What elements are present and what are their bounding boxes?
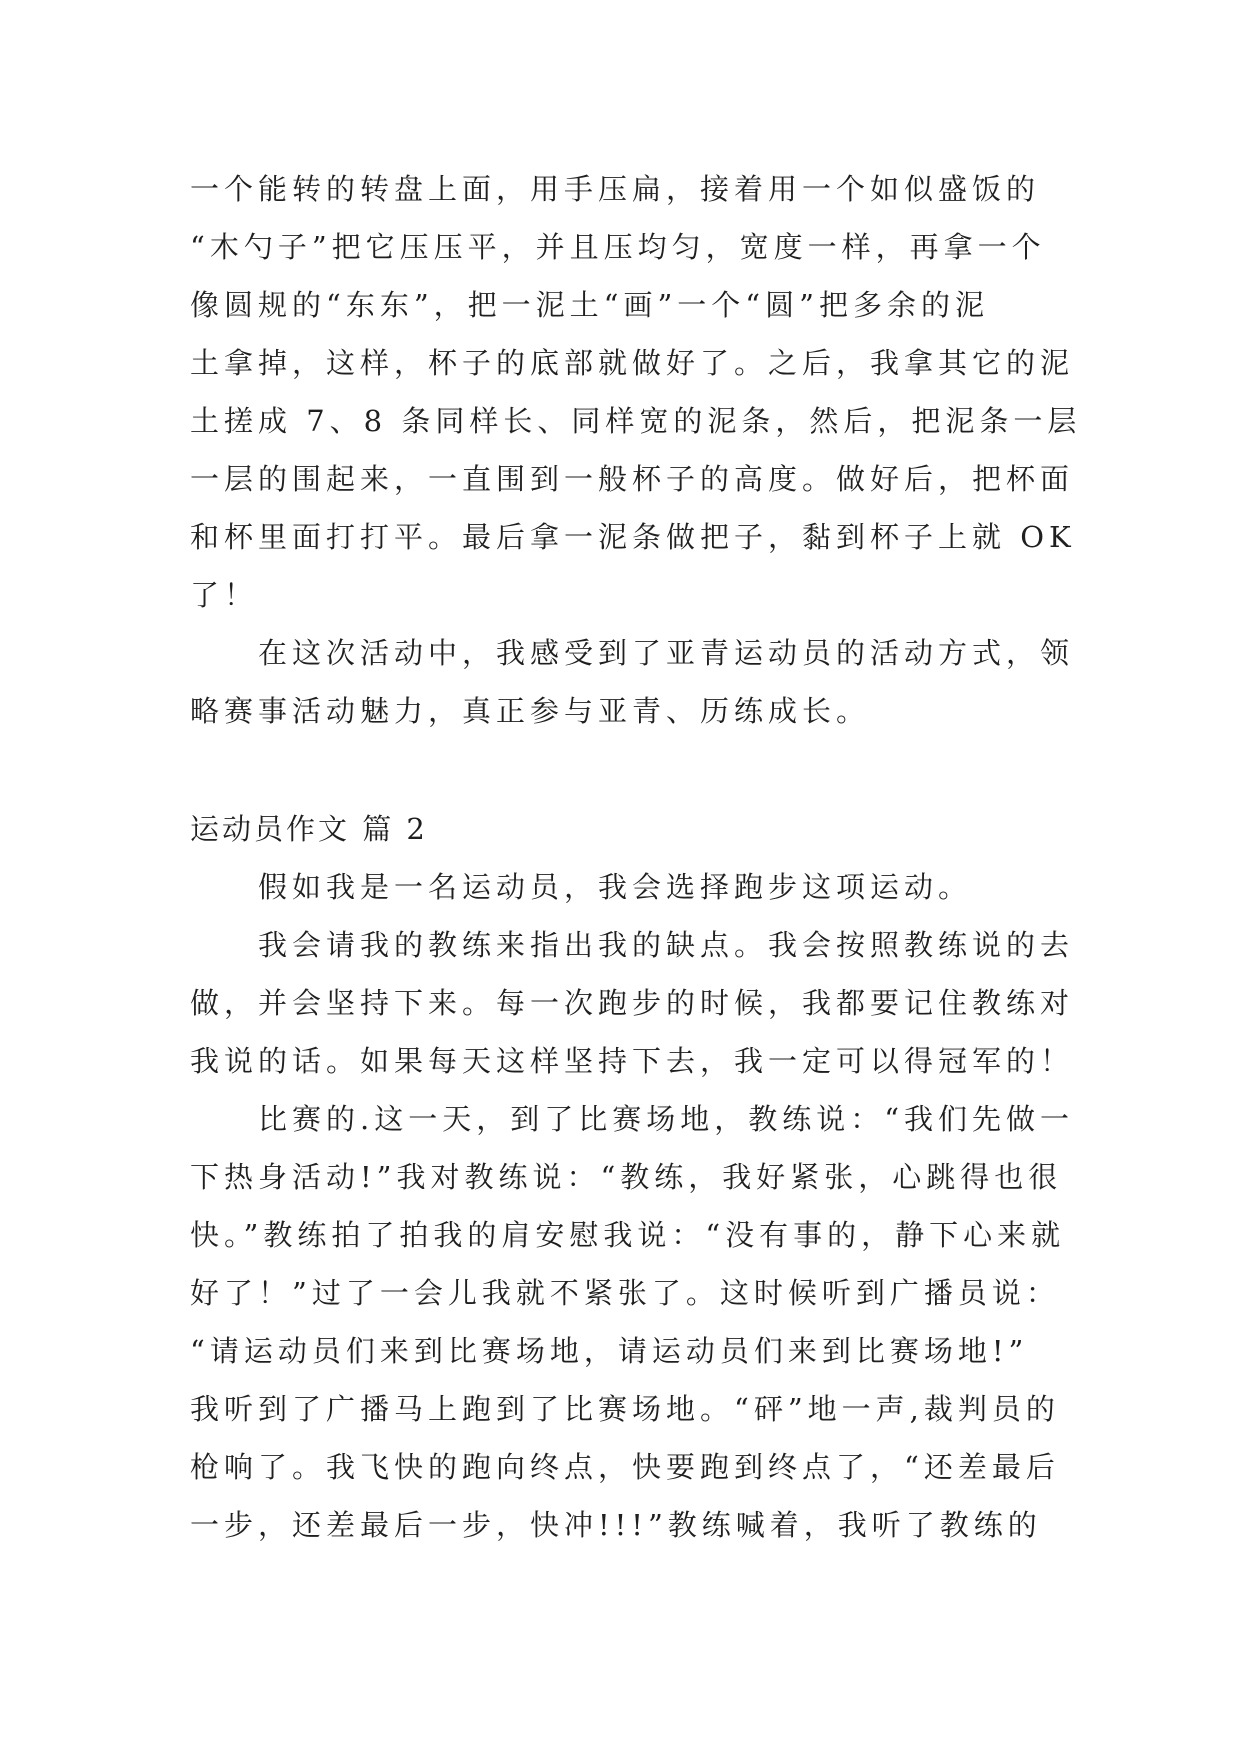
paragraph-activity-reflection: [190, 624, 1075, 740]
text-line: “请运动员们来到比赛场地，请运动员们来到比赛场地!”: [190, 1334, 1029, 1368]
text-line: 一个能转的转盘上面，用手压扁，接着用一个如似盛饭的: [190, 172, 1041, 206]
text-line: “木勺子”把它压压平，并且压均匀，宽度一样，再拿一个: [190, 230, 1046, 264]
section-spacer: [190, 740, 1050, 800]
section-heading: 运动员作文 篇 2: [190, 812, 428, 846]
text-line: 一步，还差最后一步，快冲!!!”教练喊着，我听了教练的: [190, 1508, 1042, 1542]
text-line: 比赛的.这一天，到了比赛场地，教练说：“我们先做一: [258, 1102, 1075, 1136]
text-line: 像圆规的“东东”，把一泥土“画”一个“圆”把多余的泥: [190, 288, 989, 322]
text-line: 我听到了广播马上跑到了比赛场地。“砰”地一声,裁判员的: [190, 1392, 1060, 1426]
text-line: 一层的围起来，一直围到一般杯子的高度。做好后，把杯面: [190, 462, 1075, 496]
text-line: 我说的话。如果每天这样坚持下去，我一定可以得冠军的！: [190, 1044, 1075, 1078]
text-line: 土搓成 7、8 条同样长、同样宽的泥条，然后，把泥条一层: [190, 404, 1082, 438]
paragraph-coach-advice: [190, 916, 1075, 1090]
paragraph-pottery-steps: [190, 160, 1082, 624]
text-line: 土拿掉，这样，杯子的底部就做好了。之后，我拿其它的泥: [190, 346, 1075, 380]
text-line: 略赛事活动魅力，真正参与亚青、历练成长。: [190, 694, 871, 728]
text-line: 假如我是一名运动员，我会选择跑步这项运动。: [258, 870, 973, 904]
document-body: [190, 160, 1082, 1554]
paragraph-choose-running: [190, 858, 1050, 916]
text-line: 下热身活动!”我对教练说：“教练，我好紧张，心跳得也很: [190, 1160, 1063, 1194]
text-line: 和杯里面打打平。最后拿一泥条做把子，黏到杯子上就 OK: [190, 520, 1076, 554]
text-line: 我会请我的教练来指出我的缺点。我会按照教练说的去: [258, 928, 1075, 962]
paragraph-race-day: [190, 1090, 1075, 1554]
text-line: 做，并会坚持下来。每一次跑步的时候，我都要记住教练对: [190, 986, 1075, 1020]
text-line: 快。”教练拍了拍我的肩安慰我说：“没有事的，静下心来就: [190, 1218, 1066, 1252]
text-line: 在这次活动中，我感受到了亚青运动员的活动方式，领: [258, 636, 1075, 670]
text-line: 枪响了。我飞快的跑向终点，快要跑到终点了，“还差最后: [190, 1450, 1060, 1484]
text-line: 了！: [190, 578, 259, 612]
text-line: 好了！”过了一会儿我就不紧张了。这时候听到广播员说：: [190, 1276, 1060, 1310]
